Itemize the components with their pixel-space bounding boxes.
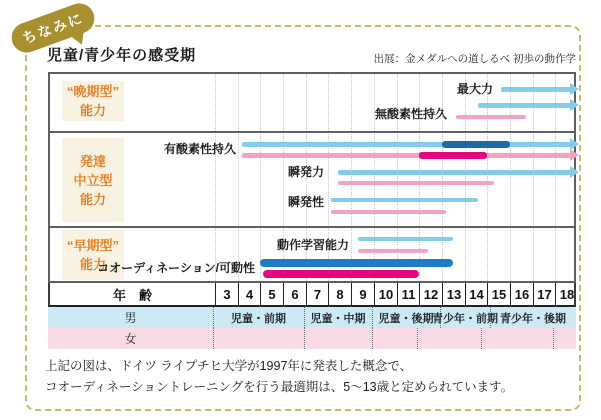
stage-label: 青少年・後期 bbox=[500, 312, 566, 325]
male-label: 男 bbox=[124, 311, 137, 325]
male-stage-row bbox=[48, 307, 576, 328]
bar-female bbox=[456, 115, 526, 119]
section-divider-line bbox=[50, 226, 574, 228]
age-cell: 11 bbox=[397, 283, 419, 305]
caption-line1: 上記の図は、ドイツ ライプチヒ大学が1997年に発表した概念で、 bbox=[45, 359, 413, 373]
stage-divider bbox=[417, 328, 418, 349]
section-label-line: 発達 bbox=[79, 153, 106, 169]
ribbon-label: ちなみに bbox=[20, 9, 86, 47]
arrow-head-icon bbox=[570, 83, 579, 95]
age-axis-row bbox=[48, 283, 576, 307]
age-cell: 8 bbox=[328, 283, 351, 305]
caption-line2: コオーディネーショントレーニングを行う最適期は、5〜13歳と定められています。 bbox=[45, 380, 514, 394]
section-label-line: 能力 bbox=[79, 191, 106, 207]
arrow-head-icon bbox=[570, 99, 579, 111]
stage-divider bbox=[213, 328, 214, 349]
age-cell: 16 bbox=[510, 283, 533, 305]
stage-label: 児童・前期 bbox=[231, 312, 286, 325]
age-cell: 13 bbox=[442, 283, 465, 305]
bar-female bbox=[242, 153, 571, 158]
stage-label: 青少年・前期 bbox=[432, 312, 498, 325]
age-cell: 9 bbox=[351, 283, 374, 305]
ability-label: 有酸素性持久 bbox=[163, 142, 236, 156]
bar-peak-segment bbox=[442, 141, 510, 148]
bar-male bbox=[358, 237, 453, 241]
age-cell: 6 bbox=[283, 283, 306, 305]
ability-label: 瞬発性 bbox=[287, 195, 324, 209]
stage-divider bbox=[372, 328, 373, 349]
bar-female bbox=[338, 181, 494, 185]
age-cell: 7 bbox=[306, 283, 328, 305]
bar-male bbox=[338, 170, 571, 175]
arrow-head-icon bbox=[570, 149, 579, 161]
age-cell: 10 bbox=[374, 283, 397, 305]
section-label-line: “早期型” bbox=[66, 238, 119, 253]
bar-female bbox=[331, 210, 446, 214]
stage-label: 児童・中期 bbox=[310, 312, 366, 325]
section-label-line: 能力 bbox=[79, 257, 106, 272]
plot-area bbox=[48, 72, 576, 283]
bar-male bbox=[260, 259, 453, 267]
bar-male bbox=[501, 87, 571, 92]
bar-male bbox=[242, 142, 571, 147]
age-cell: 14 bbox=[465, 283, 487, 305]
age-cell: 3 bbox=[215, 283, 238, 305]
ability-label: 無酸素性持久 bbox=[374, 107, 447, 121]
ability-label: 最大力 bbox=[456, 82, 493, 96]
age-cell: 15 bbox=[487, 283, 510, 305]
age-gridline bbox=[465, 74, 466, 281]
stage-divider bbox=[481, 328, 482, 349]
section-label-line: 能力 bbox=[79, 103, 106, 118]
age-cell: 17 bbox=[533, 283, 555, 305]
stage-divider bbox=[553, 328, 554, 349]
ability-label: 瞬発力 bbox=[287, 165, 324, 179]
bar-female bbox=[358, 249, 428, 253]
caption bbox=[45, 356, 513, 398]
section-label-line: 中立型 bbox=[73, 172, 113, 188]
bar-female bbox=[263, 270, 419, 278]
female-stage-row bbox=[48, 328, 576, 349]
ability-label: コオーディネーション/可動性 bbox=[97, 261, 255, 275]
age-axis-title: 年 齢 bbox=[112, 287, 152, 303]
bar-male bbox=[478, 103, 571, 108]
stage-divider bbox=[304, 328, 305, 349]
stage-label: 児童・後期 bbox=[378, 312, 434, 325]
age-cell: 12 bbox=[419, 283, 442, 305]
section-label-box-late bbox=[62, 81, 124, 121]
age-cell: 5 bbox=[260, 283, 283, 305]
female-label: 女 bbox=[124, 332, 137, 346]
sensitivity-chart bbox=[48, 72, 576, 349]
arrow-head-icon bbox=[570, 166, 579, 178]
chart-title: 児童/青少年の感受期 bbox=[47, 47, 197, 64]
section-label-line: “晩期型” bbox=[66, 84, 119, 99]
age-cell: 18 bbox=[555, 283, 578, 305]
ability-label: 動作学習能力 bbox=[276, 238, 349, 252]
bar-male bbox=[331, 198, 478, 202]
section-divider-line bbox=[50, 131, 574, 133]
source-credit: 出展：金メダルへの道しるべ 初歩の動作学 bbox=[373, 53, 576, 65]
bar-peak-segment bbox=[419, 152, 487, 159]
age-cell: 4 bbox=[238, 283, 260, 305]
